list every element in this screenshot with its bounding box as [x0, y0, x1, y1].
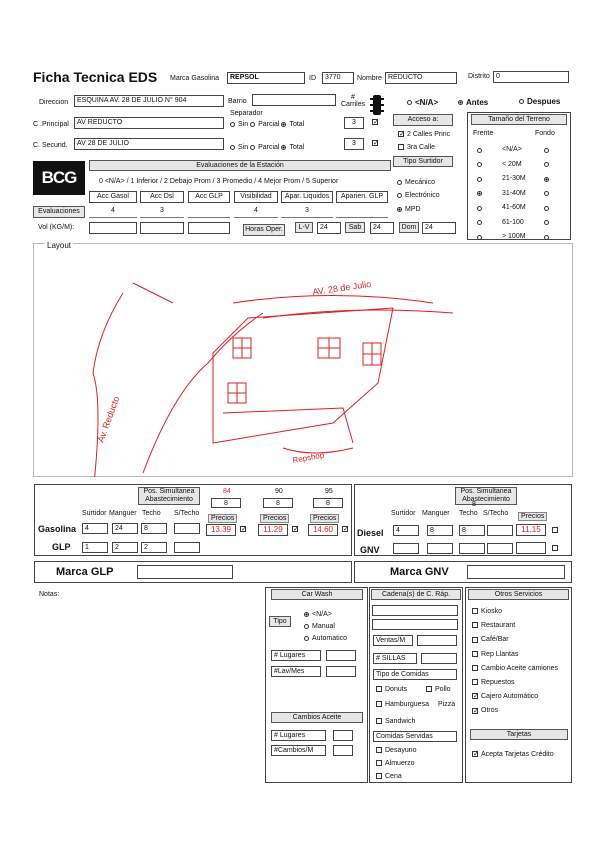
carwash-tipo-label: Tipo: [269, 616, 291, 627]
otros-item-1[interactable]: Restaurant: [472, 622, 515, 629]
nombre-label: Nombre: [357, 75, 382, 82]
terreno-frente-radio-6[interactable]: [477, 234, 485, 241]
carwash-lavmes-label: #Lav/Mes: [271, 666, 321, 677]
gasolina-cell-1[interactable]: 24: [112, 523, 138, 534]
terreno-option-label-6: > 100M: [502, 233, 526, 240]
id-label: ID: [309, 75, 316, 82]
col-manguer-diesel: Manguer: [422, 510, 450, 517]
terreno-option-label-2: 21-30M: [502, 175, 526, 182]
cambios-cambios-field[interactable]: [333, 745, 353, 756]
carriles-2-check[interactable]: ✓: [373, 140, 379, 148]
carwash-lugares-label: # Lugares: [271, 650, 321, 661]
marca-gasolina-label: Marca Gasolina: [170, 75, 220, 82]
octano-pos-2[interactable]: 8: [313, 498, 343, 508]
eval-col-3: Visibilidad: [234, 191, 278, 203]
secund-field[interactable]: AV 28 DE JULIO: [74, 138, 224, 150]
otros-item-7[interactable]: ✓ Otros: [473, 707, 499, 715]
barrio-field[interactable]: [252, 94, 336, 106]
marca-gnv-field[interactable]: [467, 565, 565, 579]
col-techo-diesel: Techo: [459, 510, 478, 517]
acceso-tercera-calle[interactable]: 3ra Calle: [398, 144, 435, 151]
comida-pollo[interactable]: Pollo: [426, 686, 451, 693]
col-stecho-diesel: S/Techo: [483, 510, 509, 517]
carriles-1-check[interactable]: ✓: [373, 119, 379, 127]
otros-item-3[interactable]: Rep Llantas: [472, 651, 518, 658]
octano-pos-1[interactable]: 8: [263, 498, 293, 508]
cadena-header: Cadena(s) de C. Ráp.: [371, 589, 461, 600]
terreno-frente-radio-0[interactable]: [477, 147, 485, 154]
comida-hamburguesa[interactable]: Hamburguesa: [376, 701, 429, 708]
marca-gasolina-field[interactable]: REPSOL: [227, 72, 305, 84]
octano-1: 90: [275, 488, 283, 495]
gnv-label: GNV: [360, 545, 380, 555]
notas-label: Notas:: [39, 591, 60, 598]
eval-value-2[interactable]: [188, 206, 230, 218]
separador-1-options[interactable]: Sin Parcial Total: [230, 121, 304, 128]
carwash-header: Car Wash: [271, 589, 363, 600]
vol-field-0[interactable]: [89, 222, 137, 234]
gasolina-label: Gasolina: [38, 524, 77, 534]
carwash-manual-radio[interactable]: Manual: [304, 623, 335, 630]
acceso-header: Acceso a:: [393, 114, 453, 126]
octano-pos-0[interactable]: 8: [211, 498, 241, 508]
otros-item-6[interactable]: ✓ Cajero Automático: [473, 693, 539, 701]
terreno-fondo-radio-1[interactable]: [544, 162, 552, 169]
servidas-header: Comidas Servidas: [373, 731, 457, 742]
gasolina-cell-2[interactable]: 8: [141, 523, 167, 534]
evaluaciones-row-label: Evaluaciones: [33, 206, 85, 218]
carwash-lavmes-field[interactable]: [326, 666, 356, 677]
principal-label: C .Principal: [33, 121, 69, 128]
barrio-label: Barrio: [228, 98, 247, 105]
status-despues-radio[interactable]: Despues: [519, 97, 560, 106]
acceso-calles-princ[interactable]: ✓ 2 Calles Princ: [399, 131, 451, 139]
cambios-lugares-field[interactable]: [333, 730, 353, 741]
tarjetas-header: Tarjetas: [470, 729, 568, 740]
terreno-option-label-1: < 20M: [502, 160, 522, 168]
marca-glp-label: Marca GLP: [56, 566, 114, 578]
direccion-field[interactable]: ESQUINA AV. 28 DE JULIO N° 904: [74, 95, 224, 107]
gas-price-0[interactable]: 13.39: [206, 524, 236, 536]
sillas-label: # SILLAS: [373, 653, 417, 664]
gas-price-check-0[interactable]: ✓: [241, 526, 247, 534]
separador-2-options[interactable]: Sin Parcial Total: [230, 144, 304, 151]
sketch-label-av-28-julio: AV. 28 de Julio: [311, 278, 372, 297]
terreno-fondo-radio-4[interactable]: [544, 205, 552, 212]
terreno-frente-radio-4[interactable]: [477, 205, 485, 212]
gasolina-cell-3[interactable]: [174, 523, 200, 534]
col-stecho-gas: S/Techo: [174, 510, 200, 517]
dom-field[interactable]: 24: [422, 222, 456, 234]
tipo-surtidor-header: Tipo Surtidor: [393, 156, 453, 167]
pos-simultanea-gas: Pos. Simultanea Abastecimiento: [138, 487, 200, 505]
terreno-option-label-4: 41-60M: [502, 204, 526, 211]
cambios-cambios-label: #Cambios/M: [271, 745, 326, 756]
gnv-price-check[interactable]: [552, 545, 561, 552]
gasolina-cell-0[interactable]: 4: [82, 523, 108, 534]
diesel-cell-0[interactable]: 4: [393, 525, 419, 536]
bcg-logo: BCG: [33, 161, 85, 195]
principal-field[interactable]: AV REDUCTO: [74, 117, 224, 129]
terreno-fondo-radio-3[interactable]: [544, 191, 552, 198]
surtidor-mecanico[interactable]: Mecánico: [397, 179, 435, 186]
terreno-fondo-radio-2[interactable]: [544, 176, 552, 183]
status-antes-radio[interactable]: Antes: [458, 98, 488, 107]
glp-cell-2[interactable]: 2: [141, 542, 167, 553]
otros-item-2[interactable]: Café/Bar: [472, 636, 509, 643]
terreno-frente-radio-2[interactable]: [477, 176, 485, 183]
vol-field-2[interactable]: [188, 222, 230, 234]
lv-label: L-V: [295, 222, 313, 233]
gnv-cell-3[interactable]: [487, 543, 513, 554]
diesel-cell-1[interactable]: 8: [427, 525, 453, 536]
evaluaciones-scale: 0 <N/A> / 1 Inferior / 2 Debajo Prom / 3 Promedio / 4 Mejor Prom / 5 Superior: [99, 178, 339, 185]
marca-gnv-label: Marca GNV: [390, 566, 449, 578]
surtidor-electronico[interactable]: Electrónico: [397, 192, 440, 199]
distrito-field[interactable]: 0: [493, 71, 569, 83]
direccion-label: Direccion: [39, 99, 69, 106]
terreno-option-label-0: <N/A>: [502, 146, 522, 153]
carwash-lugares-field[interactable]: [326, 650, 356, 661]
cambios-lugares-label: # Lugares: [271, 730, 326, 741]
carriles-label: # Carriles: [341, 94, 366, 108]
diesel-cell-3[interactable]: [487, 525, 513, 536]
gas-price-check-2[interactable]: ✓: [343, 526, 349, 534]
terreno-fondo-radio-5[interactable]: [544, 220, 552, 227]
carriles-2-field[interactable]: 3: [344, 138, 364, 150]
dom-label: Dom: [399, 222, 419, 233]
col-surtidor-gas: Surtidor: [82, 510, 107, 517]
otros-header: Otros Servicios: [468, 589, 569, 600]
glp-cell-0[interactable]: 1: [82, 542, 108, 553]
gnv-cell-2[interactable]: [459, 543, 485, 554]
eval-value-1[interactable]: 3: [140, 206, 184, 218]
vol-field-1[interactable]: [140, 222, 184, 234]
gas-price-1[interactable]: 11.29: [258, 524, 288, 536]
precios-diesel-label: Precios: [518, 512, 547, 521]
terreno-fondo-radio-0[interactable]: [544, 147, 552, 154]
eval-col-0: Acc Gasol: [89, 191, 137, 203]
comida-donuts[interactable]: Donuts: [376, 686, 407, 693]
eval-col-4: Apar. Liquidos: [281, 191, 333, 203]
id-field[interactable]: 3770: [322, 72, 354, 84]
carriles-1-field[interactable]: 3: [344, 117, 364, 129]
pos-simultanea-diesel: Pos. Simultanea Abastecimiento: [455, 487, 517, 505]
eval-value-3[interactable]: 4: [234, 206, 278, 218]
octano-0: 84: [223, 488, 231, 495]
comida-sandwich[interactable]: Sandwich: [376, 718, 415, 725]
gas-price-2[interactable]: 14.60: [308, 524, 338, 536]
cadena-field-2[interactable]: [372, 619, 458, 630]
eval-col-2: Acc GLP: [188, 191, 230, 203]
diesel-label: Diesel: [357, 528, 384, 538]
layout-sketch: [33, 243, 573, 477]
traffic-light-icon: [370, 94, 384, 116]
otros-item-4[interactable]: Cambio Aceite camiones: [472, 665, 558, 672]
eval-value-0[interactable]: 4: [89, 206, 137, 218]
otros-item-0[interactable]: Kiosko: [472, 608, 502, 615]
col-techo-gas: Techo: [142, 510, 161, 517]
carwash-auto-radio[interactable]: Automatico: [304, 635, 347, 642]
servida-cena[interactable]: Cena: [376, 773, 402, 780]
vol-label: Vol (KG/M):: [38, 224, 75, 231]
gas-price-check-1[interactable]: ✓: [293, 526, 299, 534]
servida-desayuno[interactable]: Desayuno: [376, 747, 417, 754]
marca-glp-field[interactable]: [137, 565, 233, 579]
page-title: Ficha Tecnica EDS: [33, 69, 158, 85]
otros-item-5[interactable]: Repuestos: [472, 679, 514, 686]
frente-label: Frente: [473, 130, 494, 137]
ventas-label: Ventas/M: [373, 635, 413, 646]
eval-col-5: Aparien. GLP: [336, 191, 388, 203]
sab-field[interactable]: 24: [370, 222, 394, 234]
terreno-fondo-radio-6[interactable]: [544, 234, 552, 241]
col-surtidor-diesel: Surtidor: [391, 510, 416, 517]
sketch-label-av-reducto: Av. Reducto: [95, 394, 122, 444]
diesel-cell-2[interactable]: 8: [459, 525, 485, 536]
comida-pizza[interactable]: Pizza: [438, 701, 456, 708]
gnv-cell-0[interactable]: [393, 543, 419, 554]
octano-2: 95: [325, 488, 333, 495]
secund-label: C. Secund.: [33, 142, 68, 149]
terreno-option-label-3: 31-40M: [502, 189, 526, 197]
eval-value-5[interactable]: [336, 206, 388, 218]
gnv-cell-1[interactable]: [427, 543, 453, 554]
gnv-price[interactable]: [516, 542, 546, 554]
eval-value-4[interactable]: 3: [281, 206, 333, 218]
lv-field[interactable]: 24: [317, 222, 341, 234]
terreno-frente-radio-3[interactable]: [477, 191, 485, 198]
cadena-field-1[interactable]: [372, 605, 458, 616]
servida-almuerzo[interactable]: Almuerzo: [376, 760, 415, 767]
terreno-option-label-5: 61-100: [502, 218, 524, 226]
layout-title: Layout: [47, 241, 72, 250]
tarjetas-credito[interactable]: ✓ Acepta Tarjetas Crédito: [473, 751, 554, 759]
col-manguer-gas: Manguer: [109, 510, 137, 517]
terreno-frente-radio-5[interactable]: [477, 220, 485, 227]
evaluaciones-header: Evaluaciones de la Estación: [89, 160, 391, 171]
glp-cell-1[interactable]: 2: [112, 542, 138, 553]
sillas-field[interactable]: [421, 653, 457, 664]
sab-label: Sab: [345, 222, 365, 233]
nombre-field[interactable]: REDUCTO: [385, 72, 457, 84]
precios-label-2: Precios: [310, 514, 339, 523]
tipo-comidas-label: Tipo de Comidas: [373, 669, 457, 680]
precios-label-0: Precios: [208, 514, 237, 523]
surtidor-mpd[interactable]: MPD: [397, 206, 421, 213]
status-na-radio[interactable]: <N/A>: [407, 98, 438, 107]
glp-label: GLP: [52, 542, 71, 552]
fondo-label: Fondo: [535, 130, 555, 137]
glp-cell-3[interactable]: [174, 542, 200, 553]
cambios-aceite-header: Cambios Aceite: [271, 712, 363, 723]
separador-label: Separador: [230, 110, 263, 117]
carwash-na-radio[interactable]: <N/A>: [304, 611, 332, 618]
terreno-header: Tamaño del Terreno: [471, 114, 567, 125]
horas-oper-label: Horas Oper.: [243, 224, 285, 236]
terreno-frente-radio-1[interactable]: [477, 162, 485, 169]
ventas-field[interactable]: [417, 635, 457, 646]
precios-label-1: Precios: [260, 514, 289, 523]
sketch-label-repshop: Repshop: [291, 450, 325, 465]
diesel-price-check[interactable]: [552, 527, 561, 534]
eval-col-1: Acc Dsl: [140, 191, 184, 203]
diesel-price[interactable]: 11.15: [516, 524, 546, 536]
distrito-label: Distrito: [468, 73, 490, 80]
